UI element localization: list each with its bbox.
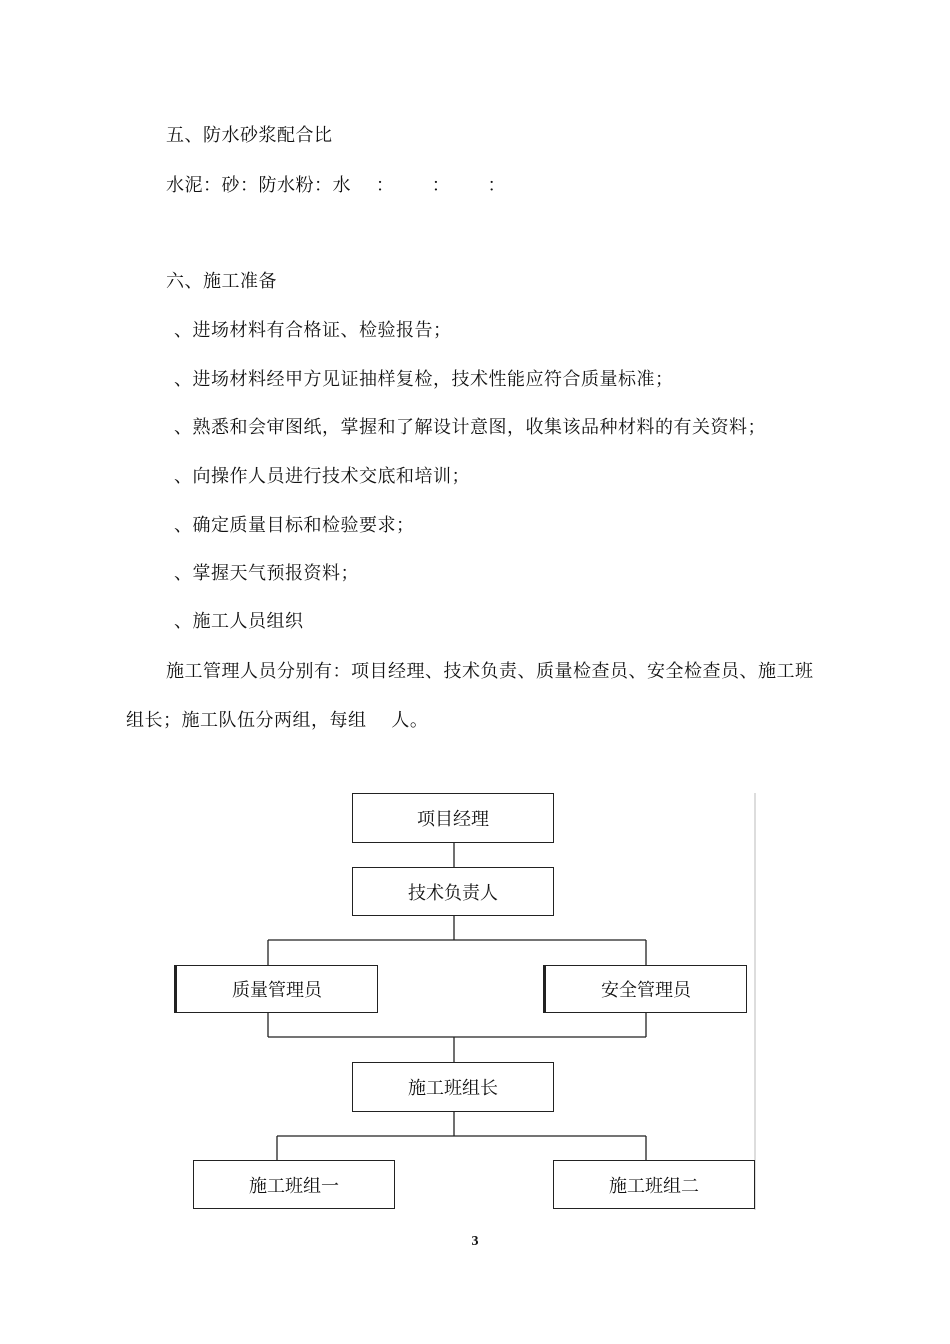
page-number: 3 <box>471 1234 479 1249</box>
prep-item-4: 、向操作人员进行技术交底和培训； <box>174 466 470 487</box>
staff-paragraph-line1: 施工管理人员分别有：项目经理、技术负责、质量检查员、安全检查员、施工班 <box>166 661 814 682</box>
org-box-team-2: 施工班组二 <box>553 1160 755 1209</box>
prep-item-1: 、进场材料有合格证、检验报告； <box>174 320 452 341</box>
prep-item-2: 、进场材料经甲方见证抽样复检，技术性能应符合质量标准； <box>174 369 674 390</box>
org-box-team-leader: 施工班组长 <box>352 1062 554 1112</box>
org-box-project-manager: 项目经理 <box>352 793 554 843</box>
prep-item-3: 、熟悉和会审图纸，掌握和了解设计意图，收集该品种材料的有关资料； <box>174 417 766 438</box>
prep-item-7: 、施工人员组织 <box>174 611 304 632</box>
org-box-safety-manager: 安全管理员 <box>545 965 747 1013</box>
prep-item-6: 、掌握天气预报资料； <box>174 563 359 584</box>
mix-ratio-line: 水泥：砂：防水粉：水 ： ： ： <box>166 175 507 196</box>
staff-paragraph-line2: 组长；施工队伍分两组，每组 人。 <box>126 710 429 731</box>
prep-item-5: 、确定质量目标和检验要求； <box>174 515 415 536</box>
section5-heading: 五、防水砂浆配合比 <box>166 125 333 146</box>
section6-heading: 六、施工准备 <box>166 271 277 292</box>
org-box-quality-manager: 质量管理员 <box>176 965 378 1013</box>
org-box-team-1: 施工班组一 <box>193 1160 395 1209</box>
org-box-tech-lead: 技术负责人 <box>352 867 554 916</box>
